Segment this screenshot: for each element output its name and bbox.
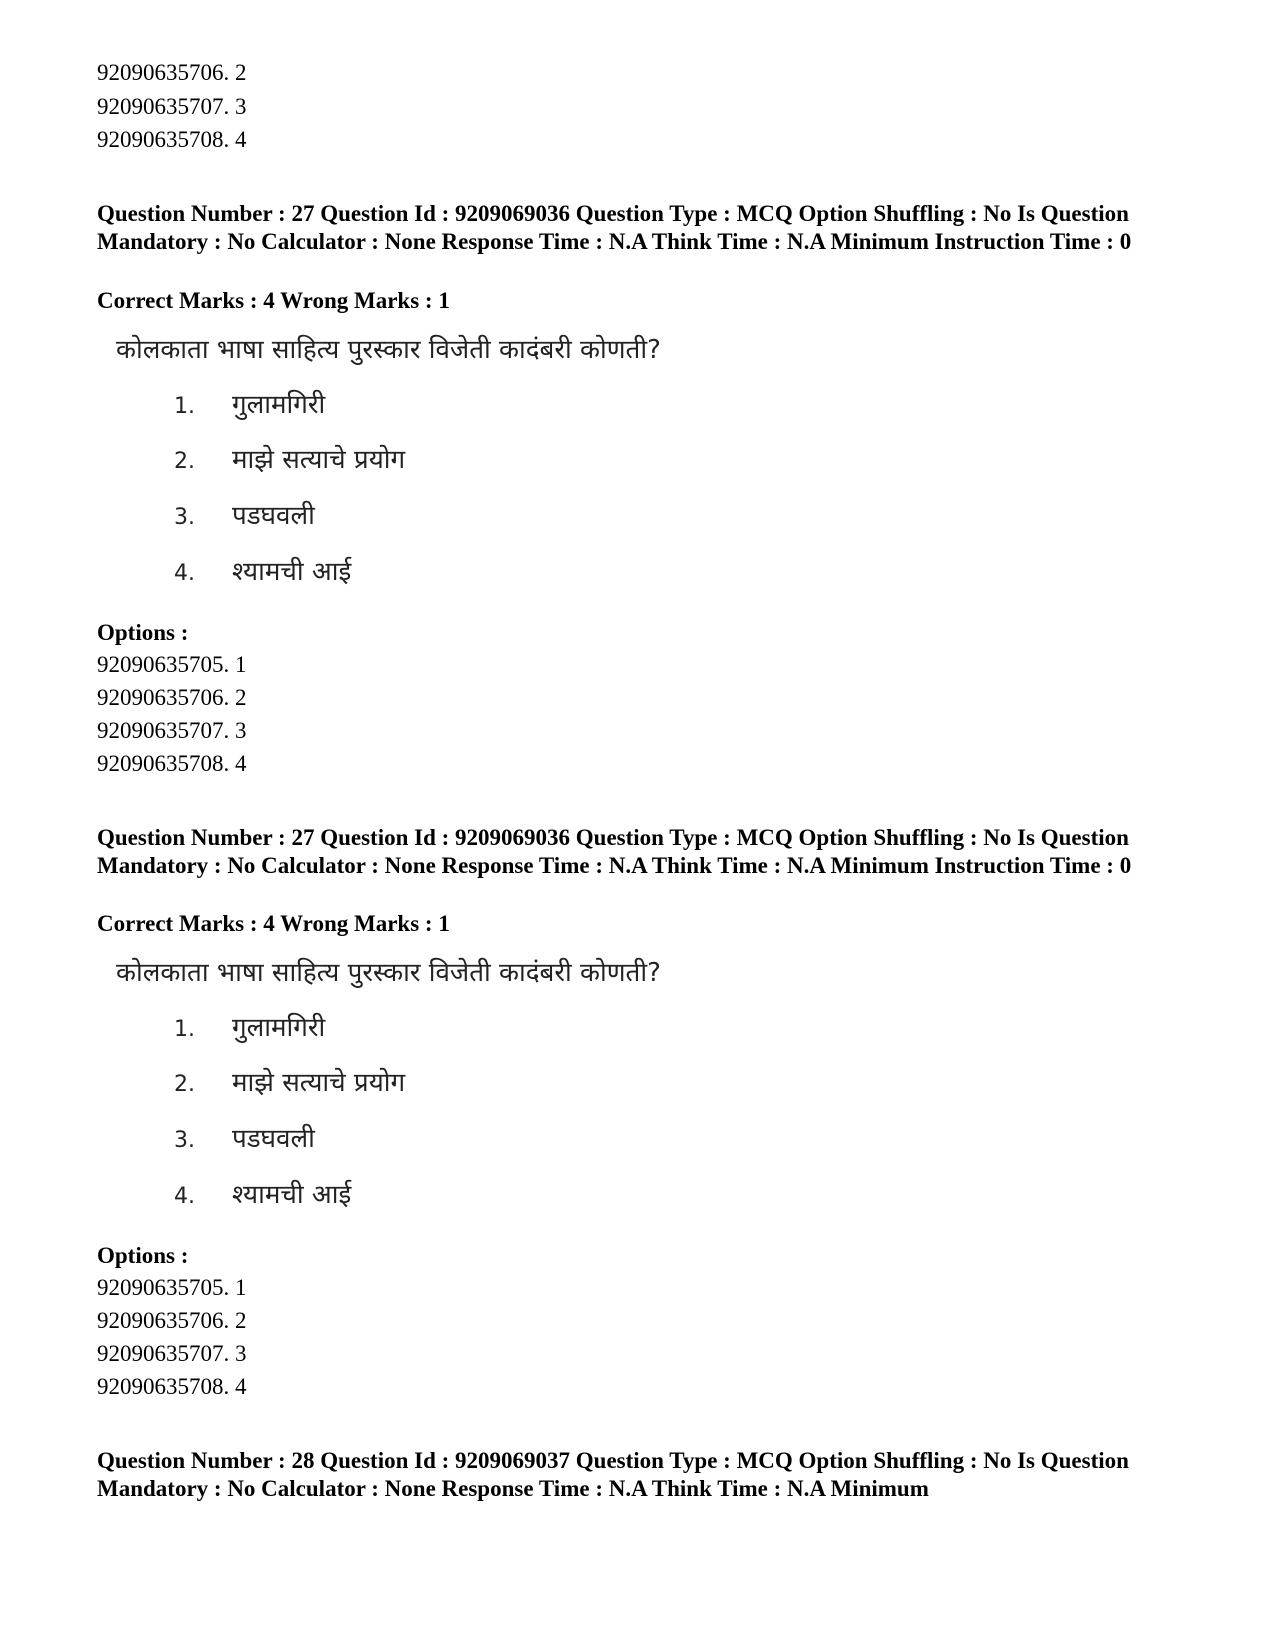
- choice-number: 1.: [174, 1017, 195, 1042]
- choice-number: 1.: [174, 394, 195, 419]
- choice-text: माझे सत्याचे प्रयोग: [232, 445, 406, 475]
- choice-number: 4.: [174, 561, 195, 586]
- choice-text: गुलामगिरी: [232, 1013, 326, 1043]
- choice-text: गुलामगिरी: [232, 390, 326, 420]
- options-label: Options :: [97, 1243, 189, 1268]
- choice-item: [174, 388, 325, 424]
- option-id-line: 92090635706. 2: [97, 1308, 247, 1333]
- options-label: Options :: [97, 620, 189, 645]
- choice-item: [174, 1066, 405, 1102]
- option-id-line: 92090635706. 2: [97, 685, 247, 710]
- choice-number: 2.: [174, 449, 195, 474]
- choice-number: 3.: [174, 505, 195, 530]
- choice-number: 3.: [174, 1128, 195, 1153]
- question-marks: Correct Marks : 4 Wrong Marks : 1: [97, 911, 450, 936]
- option-id-line: 92090635706. 2: [97, 60, 247, 85]
- choice-item: [174, 1122, 315, 1158]
- option-id-line: 92090635707. 3: [97, 94, 247, 119]
- choice-item: [174, 1178, 351, 1214]
- question-text: कोलकाता भाषा साहित्य पुरस्कार विजेती कादंबरी कोणती?: [116, 958, 661, 988]
- option-id-line: 92090635707. 3: [97, 1341, 247, 1366]
- option-id-line: 92090635708. 4: [97, 127, 247, 152]
- choice-text: पडघवली: [232, 1124, 315, 1154]
- choice-item: [174, 1011, 325, 1047]
- choice-item: [174, 443, 405, 479]
- choice-text: श्यामची आई: [232, 1180, 352, 1210]
- choice-item: [174, 555, 351, 591]
- choice-number: 4.: [174, 1184, 195, 1209]
- option-id-line: 92090635705. 1: [97, 1275, 247, 1300]
- option-id-line: 92090635707. 3: [97, 718, 247, 743]
- question-text: कोलकाता भाषा साहित्य पुरस्कार विजेती कादंबरी कोणती?: [116, 335, 661, 365]
- question-meta: Question Number : 27 Question Id : 9209069036 Question Type : MCQ Option Shuffling : No Is Question Mandatory : No Calculator : None Response Time : N.A Think Time : N.A Minimum Instruction Time : 0: [97, 201, 1132, 254]
- option-id-line: 92090635708. 4: [97, 751, 247, 776]
- question-marks: Correct Marks : 4 Wrong Marks : 1: [97, 288, 450, 313]
- question-meta: Question Number : 28 Question Id : 9209069037 Question Type : MCQ Option Shuffling : No Is Question Mandatory : No Calculator : None Response Time : N.A Think Time : N.A Minimum: [97, 1448, 1129, 1501]
- option-id-line: 92090635708. 4: [97, 1374, 247, 1399]
- choice-text: पडघवली: [232, 501, 315, 531]
- choice-number: 2.: [174, 1072, 195, 1097]
- question-meta: Question Number : 27 Question Id : 9209069036 Question Type : MCQ Option Shuffling : No Is Question Mandatory : No Calculator : None Response Time : N.A Think Time : N.A Minimum Instruction Time : 0: [97, 825, 1132, 878]
- choice-text: माझे सत्याचे प्रयोग: [232, 1068, 406, 1098]
- choice-text: श्यामची आई: [232, 557, 352, 587]
- option-id-line: 92090635705. 1: [97, 652, 247, 677]
- choice-item: [174, 499, 315, 535]
